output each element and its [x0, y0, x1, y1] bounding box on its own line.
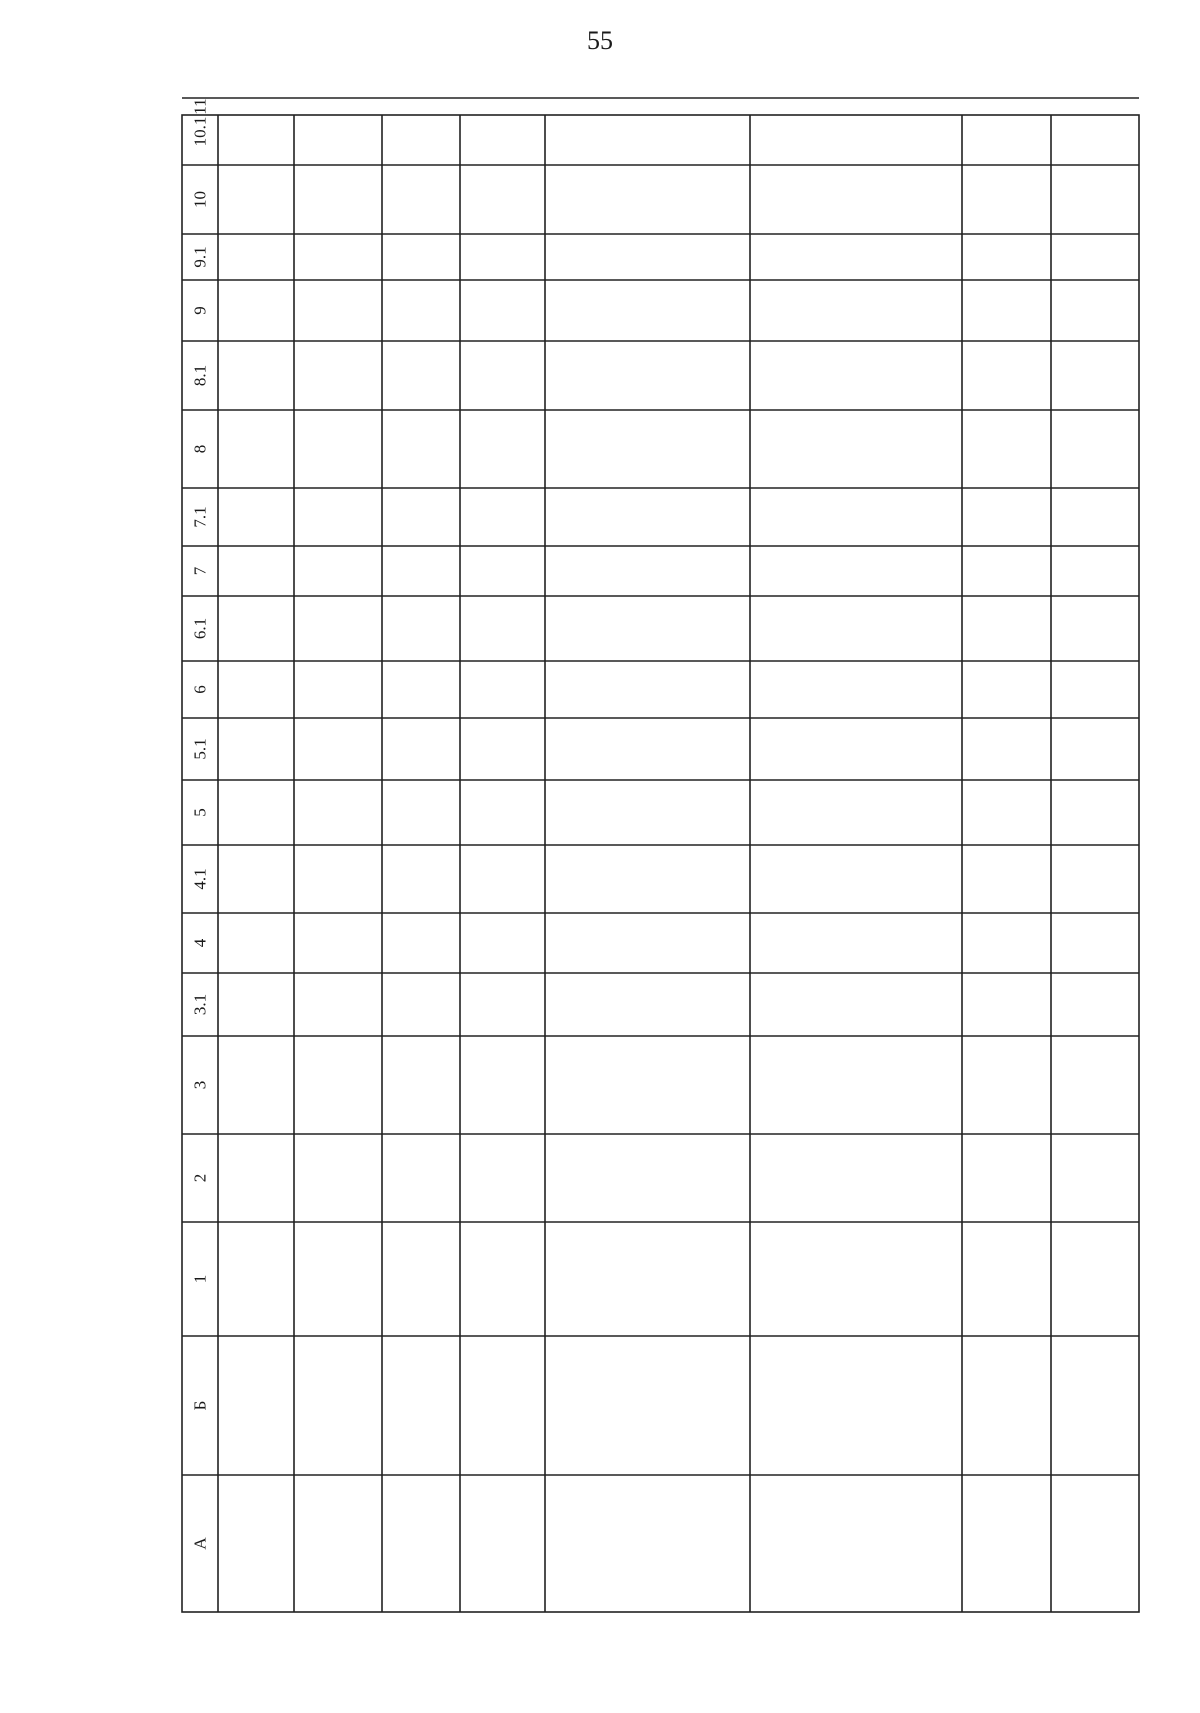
column-header: 6	[190, 685, 210, 694]
column-header: 5	[190, 808, 210, 817]
column-header: Б	[190, 1400, 210, 1411]
column-header: 5.1	[190, 738, 210, 760]
column-header: 7	[190, 566, 210, 576]
column-header: 9.1	[190, 246, 210, 268]
column-header: 3.1	[190, 993, 210, 1016]
column-header: A	[190, 1537, 210, 1550]
column-header: 7.1	[190, 506, 210, 528]
table-grid	[182, 98, 1139, 1612]
column-header: 9	[190, 306, 210, 315]
column-header: 1	[190, 1274, 210, 1284]
column-header: 11	[190, 98, 210, 115]
column-header: 8	[190, 444, 210, 454]
column-header: 3	[190, 1080, 210, 1090]
table-border	[182, 115, 1139, 1612]
column-header: 8.1	[190, 364, 210, 387]
column-header: 6.1	[190, 617, 210, 640]
column-header: 10.1	[190, 116, 210, 147]
column-header: 2	[190, 1173, 210, 1183]
column-header: 10	[190, 191, 210, 208]
table-cells	[191, 98, 210, 1549]
page-number: 55	[587, 26, 613, 55]
column-header: 4	[190, 938, 210, 948]
column-header: 4.1	[190, 868, 210, 890]
